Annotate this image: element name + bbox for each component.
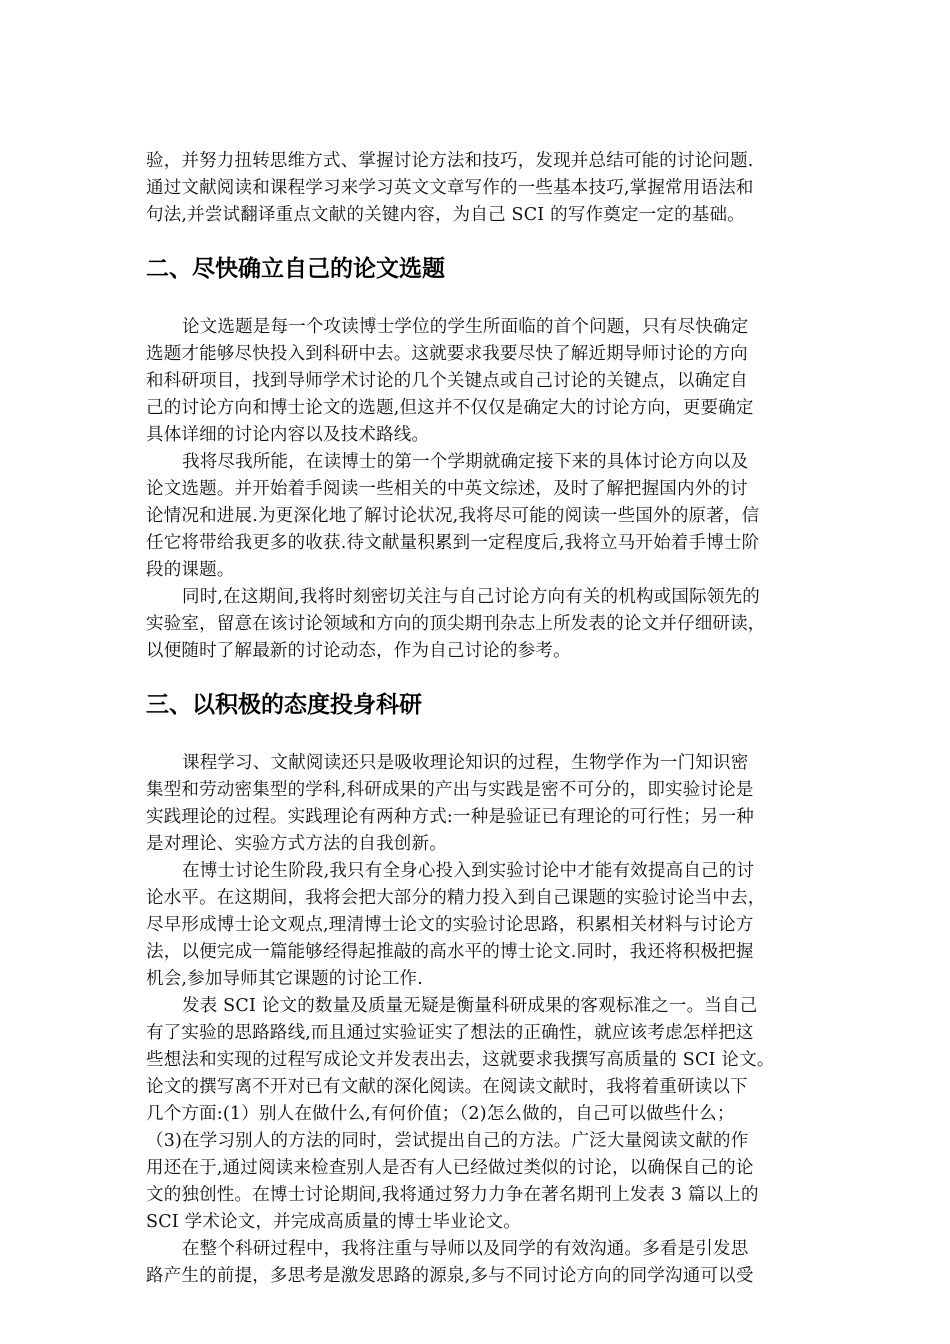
- text-line: 以便随时了解最新的讨论动态，作为自己讨论的参考。: [146, 641, 571, 661]
- text-line: 实验室，留意在该讨论领域和方向的顶尖期刊杂志上所发表的论文并仔细研读，: [146, 614, 766, 634]
- text-line: 是对理论、实验方式方法的自我创新。: [146, 834, 447, 854]
- text-line: 有了实验的思路路线,而且通过实验证实了想法的正确性，就应该考虑怎样把这: [146, 1023, 754, 1043]
- text-line: 任它将带给我更多的收获.待文献量积累到一定程度后,我将立马开始着手博士阶: [146, 533, 760, 553]
- text-line: 论水平。在这期间，我将会把大部分的精力投入到自己课题的实验讨论当中去，: [146, 888, 766, 908]
- text-line: 段的课题。: [146, 560, 235, 580]
- text-line: 发表 SCI 论文的数量及质量无疑是衡量科研成果的客观标准之一。当自己: [182, 996, 758, 1016]
- section-2-paragraph-3: [146, 584, 814, 665]
- text-line: 些想法和实现的过程写成论文并发表出去，这就要求我撰写高质量的 SCI 论文。: [146, 1050, 775, 1070]
- text-line: 论文的撰写离不开对已有文献的深化阅读。在阅读文献时，我将着重研读以下: [146, 1077, 748, 1097]
- text-line: 在整个科研过程中，我将注重与导师以及同学的有效沟通。多看是引发思: [182, 1239, 749, 1259]
- document-page: [146, 148, 814, 1290]
- text-line: 验，并努力扭转思维方式、掌握讨论方法和技巧，发现并总结可能的讨论问题.: [146, 151, 754, 171]
- text-line: 论文选题。并开始着手阅读一些相关的中英文综述，及时了解把握国内外的讨: [146, 479, 748, 499]
- text-line: 我将尽我所能，在读博士的第一个学期就确定接下来的具体讨论方向以及: [182, 452, 749, 472]
- text-line: 通过文献阅读和课程学习来学习英文文章写作的一些基本技巧,掌握常用语法和: [146, 178, 754, 198]
- text-line: 论情况和进展.为更深化地了解讨论状况,我将尽可能的阅读一些国外的原著，信: [146, 506, 760, 526]
- text-line: 尽早形成博士论文观点,理清博士论文的实验讨论思路，积累相关材料与讨论方: [146, 915, 754, 935]
- section-3-paragraph-4: [146, 1236, 814, 1290]
- text-line: SCI 学术论文，并完成高质量的博士毕业论文。: [146, 1212, 521, 1232]
- text-line: 选题才能够尽快投入到科研中去。这就要求我要尽快了解近期导师讨论的方向: [146, 344, 748, 364]
- text-line: 句法,并尝试翻译重点文献的关键内容，为自己 SCI 的写作奠定一定的基础。: [146, 205, 745, 225]
- text-line: 同时,在这期间,我将时刻密切关注与自己讨论方向有关的机构或国际领先的: [182, 587, 760, 607]
- section-3-paragraph-2: [146, 858, 814, 993]
- section-3-heading: 三、以积极的态度投身科研: [146, 692, 422, 718]
- text-line: 文的独创性。在博士讨论期间,我将通过努力力争在著名期刊上发表 3 篇以上的: [146, 1185, 759, 1205]
- text-line: 集型和劳动密集型的学科,科研成果的产出与实践是密不可分的，即实验讨论是: [146, 780, 754, 800]
- section-2-paragraph-1: [146, 314, 814, 449]
- text-line: 机会,参加导师其它课题的讨论工作.: [146, 969, 424, 989]
- text-line: 和科研项目，找到导师学术讨论的几个关键点或自己讨论的关键点，以确定自: [146, 371, 748, 391]
- text-line: 课程学习、文献阅读还只是吸收理论知识的过程，生物学作为一门知识密: [182, 753, 749, 773]
- text-line: 实践理论的过程。实践理论有两种方式:一种是验证已有理论的可行性；另一种: [146, 807, 754, 827]
- text-line: （3)在学习别人的方法的同时，尝试提出自己的方法。广泛大量阅读文献的作: [146, 1131, 749, 1151]
- text-line: 几个方面:(1）别人在做什么,有何价值；（2)怎么做的，自己可以做些什么；: [146, 1104, 735, 1124]
- text-line: 具体详细的讨论内容以及技术路线。: [146, 425, 430, 445]
- text-line: 论文选题是每一个攻读博士学位的学生所面临的首个问题，只有尽快确定: [182, 317, 749, 337]
- section-3-paragraph-1: [146, 750, 814, 858]
- text-line: 用还在于,通过阅读来检查别人是否有人已经做过类似的讨论，以确保自己的论: [146, 1158, 754, 1178]
- section-2-heading: 二、尽快确立自己的论文选题: [146, 256, 445, 282]
- text-line: 在博士讨论生阶段,我只有全身心投入到实验讨论中才能有效提高自己的讨: [182, 861, 755, 881]
- text-line: 路产生的前提，多思考是激发思路的源泉,多与不同讨论方向的同学沟通可以受: [146, 1266, 754, 1286]
- text-line: 己的讨论方向和博士论文的选题,但这并不仅仅是确定大的讨论方向，更要确定: [146, 398, 754, 418]
- section-2-paragraph-2: [146, 449, 814, 584]
- intro-paragraph: [146, 148, 814, 229]
- section-3-paragraph-3: [146, 993, 814, 1236]
- text-line: 法，以便完成一篇能够经得起推敲的高水平的博士论文.同时，我还将积极把握: [146, 942, 754, 962]
